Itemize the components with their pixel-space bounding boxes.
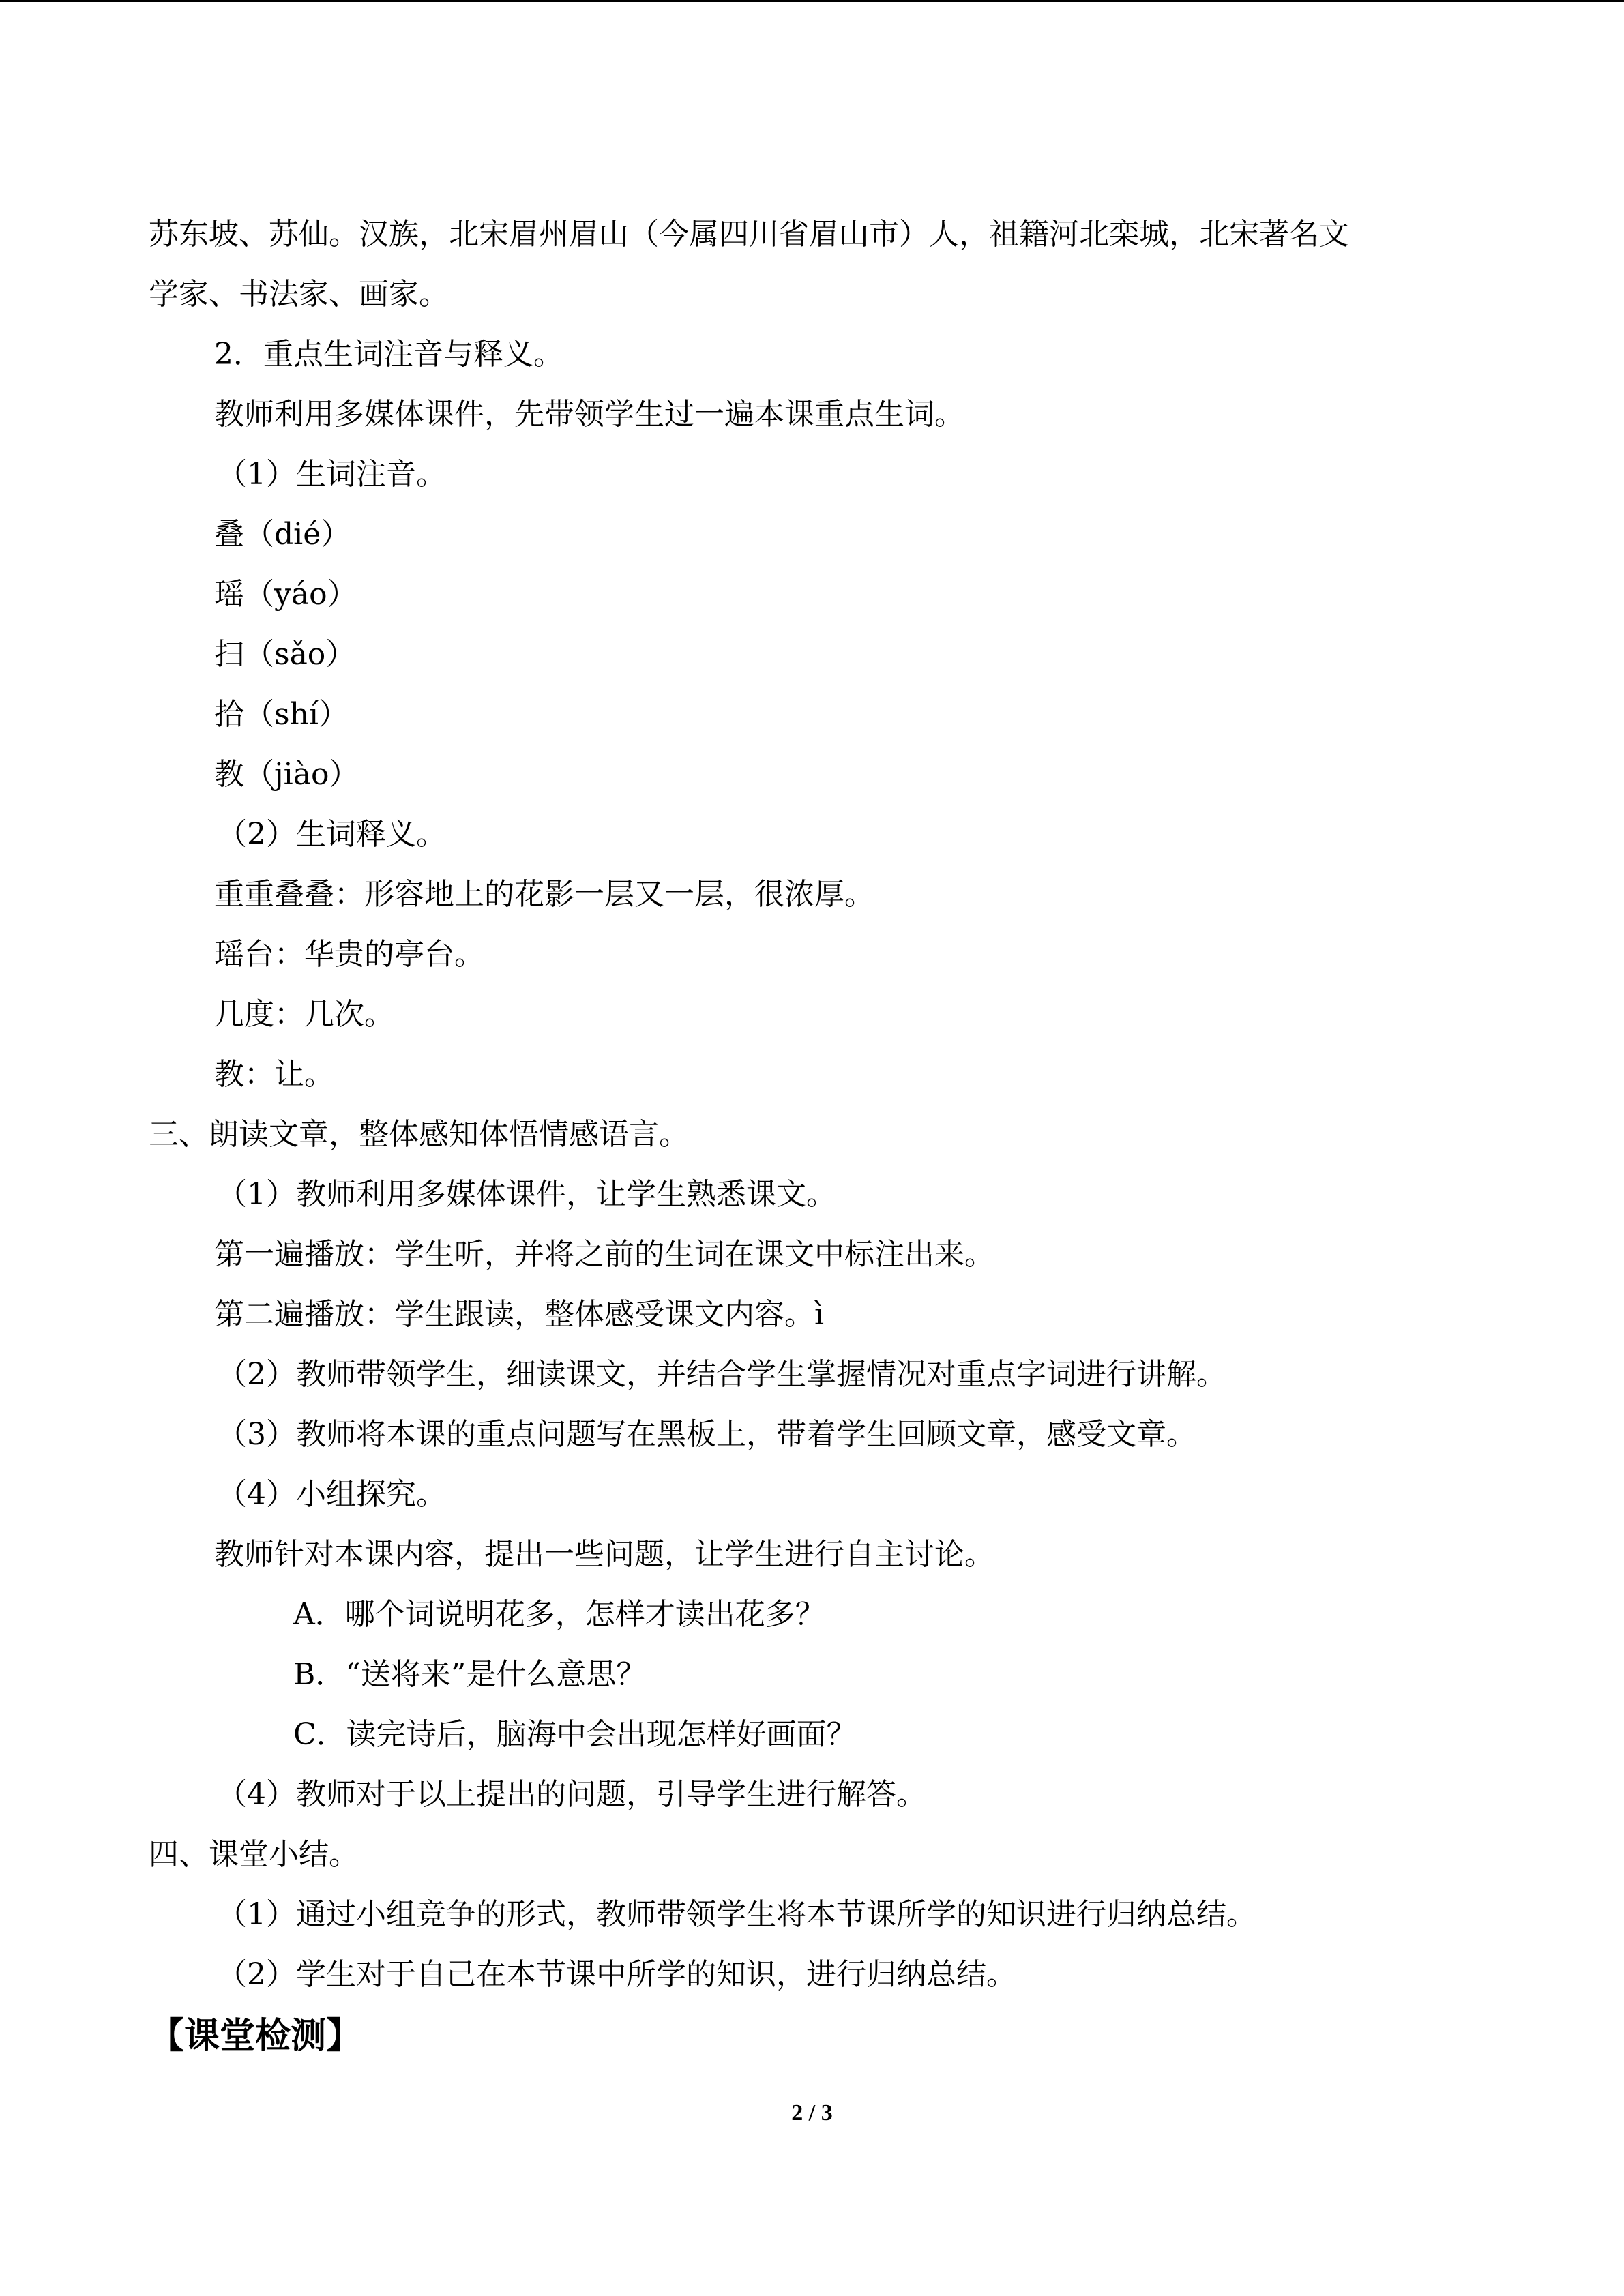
text-line: （3）教师将本课的重点问题写在黑板上，带着学生回顾文章，感受文章。 [217, 1417, 1196, 1452]
text-line: （1）通过小组竞争的形式，教师带领学生将本节课所学的知识进行归纳总结。 [217, 1897, 1256, 1932]
text-line: 教师利用多媒体课件，先带领学生过一遍本课重点生词。 [214, 397, 964, 432]
pinyin-line: 瑶（yáo） [214, 577, 357, 612]
text-line: （4）小组探究。 [217, 1477, 446, 1512]
definition-line: 重重叠叠：形容地上的花影一层又一层，很浓厚。 [214, 877, 874, 912]
section-heading: 【课堂检测】 [149, 2016, 362, 2057]
page-number: 2 / 3 [791, 2100, 833, 2126]
text-line: （2）学生对于自己在本节课中所学的知识，进行归纳总结。 [217, 1957, 1016, 1992]
document-body [149, 205, 1479, 2068]
text-line: （2）教师带领学生，细读课文，并结合学生掌握情况对重点字词进行讲解。 [217, 1357, 1226, 1392]
text-line: （1）生词注音。 [217, 457, 446, 492]
pinyin-line: 拾（shí） [214, 697, 349, 732]
pinyin-line: 叠（dié） [214, 517, 351, 552]
definition-line: 教：让。 [214, 1057, 334, 1092]
text-line: 第二遍播放：学生跟读，整体感受课文内容。ì [214, 1297, 825, 1332]
pinyin-line: 扫（sǎo） [214, 637, 356, 672]
definition-line: 瑶台：华贵的亭台。 [214, 937, 484, 972]
question-line: A．哪个词说明花多，怎样才读出花多？ [293, 1597, 825, 1632]
question-line: B．“送将来”是什么意思？ [293, 1657, 647, 1692]
text-line: （2）生词释义。 [217, 817, 446, 852]
text-line: 2．重点生词注音与释义。 [214, 337, 563, 372]
section-title-line: 四、课堂小结。 [149, 1837, 359, 1872]
text-line: （1）教师利用多媒体课件，让学生熟悉课文。 [217, 1177, 836, 1212]
pinyin-line: 教（jiào） [214, 757, 359, 792]
text-line: 苏东坡、苏仙。汉族，北宋眉州眉山（今属四川省眉山市）人，祖籍河北栾城，北宋著名文 [149, 217, 1349, 252]
section-title-line: 三、朗读文章，整体感知体悟情感语言。 [149, 1117, 689, 1152]
definition-line: 几度：几次。 [214, 997, 394, 1032]
question-line: C．读完诗后，脑海中会出现怎样好画面？ [293, 1717, 857, 1752]
text-line: （4）教师对于以上提出的问题，引导学生进行解答。 [217, 1777, 926, 1812]
text-line: 教师针对本课内容，提出一些问题，让学生进行自主讨论。 [214, 1537, 994, 1572]
text-line: 第一遍播放：学生听，并将之前的生词在课文中标注出来。 [214, 1237, 994, 1272]
page-top-border [0, 0, 1624, 2]
text-line: 学家、书法家、画家。 [149, 277, 449, 312]
